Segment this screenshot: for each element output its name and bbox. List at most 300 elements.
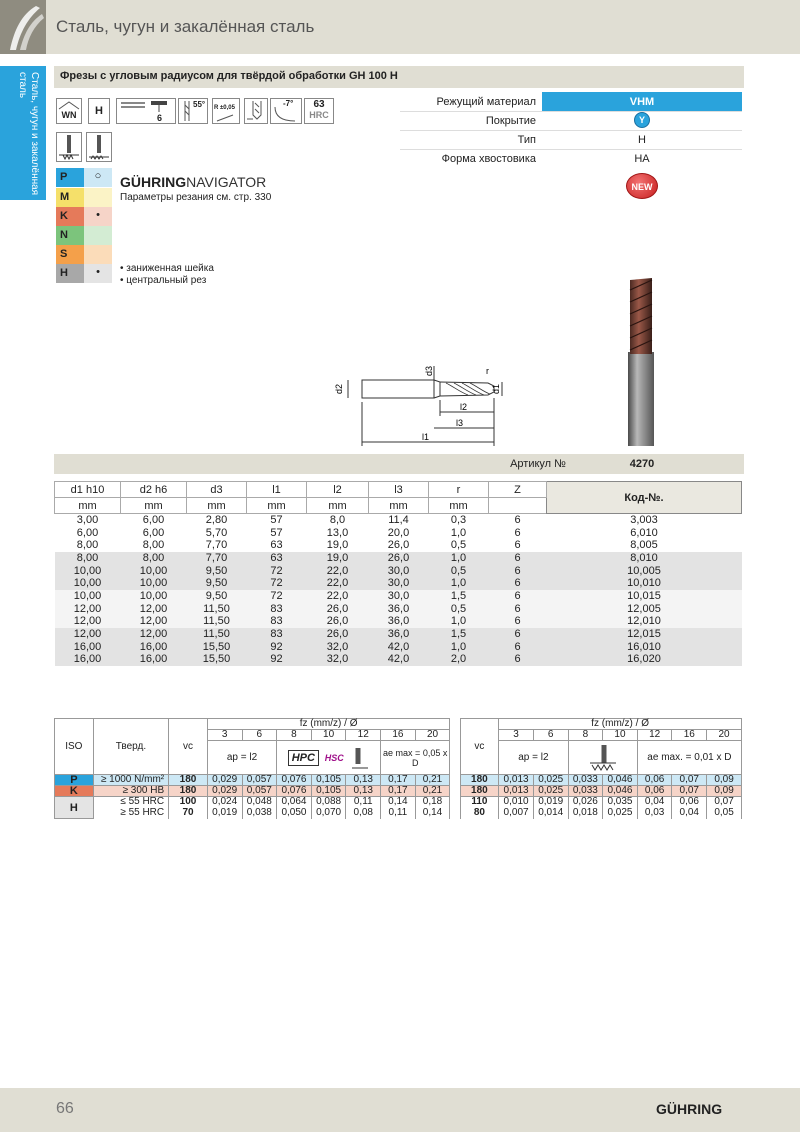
cut-fz-row bbox=[55, 719, 742, 730]
dims-cell: 36,0 bbox=[369, 602, 429, 615]
dims-cell: 16,00 bbox=[121, 640, 187, 653]
dims-cell: 6 bbox=[489, 526, 547, 539]
fz-cell-left: 0,024 bbox=[207, 797, 242, 808]
fz-cell-left: 0,076 bbox=[277, 786, 312, 797]
dims-cell: 15,50 bbox=[187, 640, 247, 653]
hrc-unit: HRC bbox=[309, 110, 329, 120]
right-diameter-cell: 3 bbox=[499, 730, 534, 741]
label-l1: l1 bbox=[422, 432, 430, 442]
left-diameter-cell: 20 bbox=[415, 730, 450, 741]
dims-cell: 6 bbox=[489, 640, 547, 653]
dims-row bbox=[55, 615, 742, 628]
dims-cell: 0,5 bbox=[429, 539, 489, 552]
dims-header: l1 bbox=[247, 482, 307, 498]
dims-cell: 22,0 bbox=[307, 577, 369, 590]
fz-cell-left: 0,088 bbox=[311, 797, 346, 808]
dims-cell: 10,00 bbox=[121, 577, 187, 590]
right-strategy-icon bbox=[568, 741, 637, 775]
dims-cell: 16,00 bbox=[55, 640, 121, 653]
iso-cell: P bbox=[55, 775, 94, 786]
code-header: Код-№. bbox=[547, 482, 742, 514]
dimensions-table bbox=[54, 481, 742, 666]
fz-cell-left: 0,11 bbox=[381, 808, 416, 819]
fz-cell-left: 0,105 bbox=[311, 786, 346, 797]
rake-angle: -7° bbox=[283, 99, 294, 108]
dims-cell: 6 bbox=[489, 602, 547, 615]
vc-cell-right: 110 bbox=[460, 797, 499, 808]
dims-cell: 1,5 bbox=[429, 590, 489, 603]
dims-cell: 2,0 bbox=[429, 653, 489, 666]
dims-header: d2 h6 bbox=[121, 482, 187, 498]
material-row-k bbox=[56, 207, 112, 226]
code-cell: 8,010 bbox=[547, 552, 742, 565]
page-number: 66 bbox=[56, 1100, 74, 1117]
side-milling-icon bbox=[86, 132, 112, 162]
dims-row bbox=[55, 552, 742, 565]
fz-cell-right: 0,03 bbox=[637, 808, 672, 819]
dims-cell: 11,4 bbox=[369, 514, 429, 527]
dims-cell: 36,0 bbox=[369, 628, 429, 641]
dims-cell: 8,00 bbox=[55, 539, 121, 552]
dims-cell: 30,0 bbox=[369, 564, 429, 577]
material-row-n bbox=[56, 226, 112, 245]
vc-cell-right: 180 bbox=[460, 786, 499, 797]
helix-angle: 55° bbox=[193, 100, 206, 109]
vc-cell-right: 80 bbox=[460, 808, 499, 819]
dims-cell: 36,0 bbox=[369, 615, 429, 628]
rake-angle-icon bbox=[270, 98, 302, 124]
dims-cell: 92 bbox=[247, 653, 307, 666]
vc-cell: 180 bbox=[169, 786, 208, 797]
navigator-suffix: NAVIGATOR bbox=[186, 174, 267, 190]
label-r: r bbox=[486, 366, 489, 376]
end-mill-photo bbox=[620, 276, 662, 450]
dims-cell: 0,5 bbox=[429, 564, 489, 577]
code-cell: 6,010 bbox=[547, 526, 742, 539]
fz-cell-left: 0,21 bbox=[415, 786, 450, 797]
cutting-params-note: Параметры резания см. стр. 330 bbox=[120, 192, 272, 203]
iso-cell: K bbox=[55, 786, 94, 797]
dims-cell: 12,00 bbox=[55, 615, 121, 628]
fz-cell-left: 0,11 bbox=[346, 797, 381, 808]
fz-cell-right: 0,06 bbox=[637, 775, 672, 786]
hrc-rating-icon bbox=[304, 98, 334, 124]
dims-cell: 83 bbox=[247, 628, 307, 641]
fz-cell-left: 0,08 bbox=[346, 808, 381, 819]
tool-dimension-drawing bbox=[336, 356, 514, 450]
fz-cell-right: 0,09 bbox=[707, 786, 742, 797]
dims-row bbox=[55, 602, 742, 615]
vc-cell: 70 bbox=[169, 808, 208, 819]
dims-cell: 6,00 bbox=[121, 526, 187, 539]
dims-cell: 92 bbox=[247, 640, 307, 653]
dims-cell: 6 bbox=[489, 564, 547, 577]
page-title: Сталь, чугун и закалённая сталь bbox=[56, 17, 315, 36]
helix-angle-icon bbox=[178, 98, 208, 124]
dims-cell: 5,70 bbox=[187, 526, 247, 539]
dims-cell: 1,0 bbox=[429, 640, 489, 653]
spec-label-shank: Форма хвостовика bbox=[441, 153, 536, 165]
dims-cell: 12,00 bbox=[55, 602, 121, 615]
article-number: 4270 bbox=[629, 458, 655, 470]
left-diameter-cell: 12 bbox=[346, 730, 381, 741]
dims-cell: 10,00 bbox=[121, 590, 187, 603]
slot-milling-icon bbox=[56, 132, 82, 162]
fz-cell-right: 0,033 bbox=[568, 786, 603, 797]
dims-cell: 8,00 bbox=[121, 539, 187, 552]
spec-label-material: Режущий материал bbox=[436, 96, 536, 108]
article-label: Артикул № bbox=[510, 458, 566, 470]
type-h-icon bbox=[88, 98, 110, 124]
dims-cell: 42,0 bbox=[369, 653, 429, 666]
left-ap: ap = l2 bbox=[207, 741, 276, 775]
fz-cell-left: 0,070 bbox=[311, 808, 346, 819]
fz-cell-left: 0,057 bbox=[242, 786, 277, 797]
corner-radius-icon bbox=[212, 98, 240, 124]
fz-cell-right: 0,035 bbox=[603, 797, 638, 808]
dims-row bbox=[55, 577, 742, 590]
material-code: P bbox=[56, 168, 84, 187]
spec-value-shank: HA bbox=[634, 153, 650, 165]
dims-cell: 19,0 bbox=[307, 552, 369, 565]
table-gap bbox=[450, 719, 460, 819]
fz-cell-left: 0,076 bbox=[277, 775, 312, 786]
label-d2: d2 bbox=[334, 383, 344, 394]
fz-cell-right: 0,05 bbox=[707, 808, 742, 819]
hardness-cell: ≥ 55 HRC bbox=[93, 808, 168, 819]
material-code: M bbox=[56, 188, 84, 207]
fz-cell-right: 0,07 bbox=[672, 775, 707, 786]
corner-radius: R ±0,05 bbox=[214, 105, 235, 111]
fz-cell-right: 0,025 bbox=[533, 786, 568, 797]
right-ap: ap = l2 bbox=[499, 741, 568, 775]
dims-cell: 8,00 bbox=[121, 552, 187, 565]
right-diameter-cell: 8 bbox=[568, 730, 603, 741]
dims-cell: 6,00 bbox=[55, 526, 121, 539]
hpc-icon: HPC bbox=[288, 750, 319, 766]
fz-cell-right: 0,018 bbox=[568, 808, 603, 819]
left-ae: ae max = 0,05 x D bbox=[381, 741, 450, 775]
dims-cell: 63 bbox=[247, 539, 307, 552]
dims-cell: 16,00 bbox=[121, 653, 187, 666]
dims-cell: 42,0 bbox=[369, 640, 429, 653]
dims-cell: 12,00 bbox=[121, 602, 187, 615]
fz-cell-right: 0,007 bbox=[499, 808, 534, 819]
fz-cell-left: 0,14 bbox=[381, 797, 416, 808]
material-row-s bbox=[56, 245, 112, 264]
dims-unit: mm bbox=[307, 498, 369, 514]
code-cell: 16,010 bbox=[547, 640, 742, 653]
dims-cell: 32,0 bbox=[307, 640, 369, 653]
dims-cell: 83 bbox=[247, 602, 307, 615]
left-diameter-cell: 3 bbox=[207, 730, 242, 741]
side-category-tab[interactable] bbox=[0, 66, 46, 200]
right-ae: ae max. = 0,01 x D bbox=[637, 741, 741, 775]
code-cell: 12,015 bbox=[547, 628, 742, 641]
left-strategy-icons bbox=[277, 741, 381, 775]
dims-cell: 22,0 bbox=[307, 564, 369, 577]
dims-cell: 57 bbox=[247, 526, 307, 539]
fz-header-left: fz (mm/z) / Ø bbox=[207, 719, 449, 730]
code-cell: 8,005 bbox=[547, 539, 742, 552]
iso-header: ISO bbox=[55, 719, 94, 775]
side-tab-label: Сталь, чугун и закалённая сталь bbox=[17, 72, 40, 196]
dims-cell: 8,00 bbox=[55, 552, 121, 565]
logo-stripes-icon bbox=[0, 0, 46, 54]
dims-header: d1 h10 bbox=[55, 482, 121, 498]
dims-header: r bbox=[429, 482, 489, 498]
hardness-header: Тверд. bbox=[93, 719, 168, 775]
dims-cell: 26,0 bbox=[307, 628, 369, 641]
fz-header-right: fz (mm/z) / Ø bbox=[499, 719, 742, 730]
cut-data-row bbox=[55, 797, 742, 808]
vc-cell: 180 bbox=[169, 775, 208, 786]
material-row-m bbox=[56, 188, 112, 207]
fz-cell-left: 0,057 bbox=[242, 775, 277, 786]
dims-cell: 7,70 bbox=[187, 539, 247, 552]
dims-cell: 7,70 bbox=[187, 552, 247, 565]
spec-label-coating: Покрытие bbox=[485, 115, 536, 127]
fz-cell-right: 0,09 bbox=[707, 775, 742, 786]
hrc-value: 63 bbox=[313, 99, 325, 110]
dims-cell: 11,50 bbox=[187, 602, 247, 615]
dims-cell: 30,0 bbox=[369, 590, 429, 603]
fz-cell-left: 0,064 bbox=[277, 797, 312, 808]
fz-cell-left: 0,050 bbox=[277, 808, 312, 819]
fz-cell-left: 0,13 bbox=[346, 786, 381, 797]
dims-row bbox=[55, 539, 742, 552]
dims-cell: 72 bbox=[247, 564, 307, 577]
dims-cell: 3,00 bbox=[55, 514, 121, 527]
type-h-label: H bbox=[95, 105, 103, 117]
fz-cell-left: 0,019 bbox=[207, 808, 242, 819]
dims-cell: 6 bbox=[489, 653, 547, 666]
dims-cell: 0,3 bbox=[429, 514, 489, 527]
feature-center-cut: • центральный рез bbox=[120, 275, 207, 286]
spec-value-type: H bbox=[638, 134, 646, 146]
dims-header: l3 bbox=[369, 482, 429, 498]
dims-cell: 6 bbox=[489, 552, 547, 565]
section-title: Фрезы с угловым радиусом для твёрдой обработки GH 100 H bbox=[60, 70, 398, 82]
dims-cell: 2,80 bbox=[187, 514, 247, 527]
side-cut-icon bbox=[350, 746, 370, 770]
footer-brand-logo: GÜHRING bbox=[656, 1101, 723, 1117]
fz-cell-right: 0,06 bbox=[672, 797, 707, 808]
spec-value-material: VHM bbox=[629, 96, 655, 108]
dims-cell: 19,0 bbox=[307, 539, 369, 552]
navigator-brand: GÜHRING bbox=[120, 174, 187, 190]
fz-cell-left: 0,13 bbox=[346, 775, 381, 786]
flute-count: 6 bbox=[157, 113, 163, 123]
dims-row bbox=[55, 640, 742, 653]
hardness-cell: ≥ 1000 N/mm² bbox=[93, 775, 168, 786]
material-suitability bbox=[84, 245, 112, 264]
dims-unit: mm bbox=[429, 498, 489, 514]
dims-cell: 1,0 bbox=[429, 526, 489, 539]
right-diameter-cell: 6 bbox=[533, 730, 568, 741]
dims-header-row bbox=[55, 482, 742, 498]
fz-cell-left: 0,14 bbox=[415, 808, 450, 819]
dims-cell: 11,50 bbox=[187, 615, 247, 628]
left-diameter-cell: 6 bbox=[242, 730, 277, 741]
fz-cell-left: 0,18 bbox=[415, 797, 450, 808]
spec-divider bbox=[400, 111, 742, 112]
dims-cell: 63 bbox=[247, 552, 307, 565]
dims-cell: 26,0 bbox=[307, 615, 369, 628]
material-code: N bbox=[56, 226, 84, 245]
fz-cell-left: 0,17 bbox=[381, 786, 416, 797]
dims-cell: 6,00 bbox=[121, 514, 187, 527]
dims-cell: 12,00 bbox=[55, 628, 121, 641]
cutting-data-table bbox=[54, 718, 742, 819]
dims-cell: 20,0 bbox=[369, 526, 429, 539]
material-suitability: • bbox=[84, 207, 112, 226]
vc-header: vc bbox=[169, 719, 208, 775]
right-diameter-cell: 10 bbox=[603, 730, 638, 741]
vc-cell: 100 bbox=[169, 797, 208, 808]
center-cut-icon bbox=[244, 98, 268, 124]
dims-row bbox=[55, 590, 742, 603]
dims-cell: 26,0 bbox=[369, 539, 429, 552]
navigator-logo bbox=[120, 174, 266, 190]
dims-cell: 1,0 bbox=[429, 552, 489, 565]
code-cell: 12,005 bbox=[547, 602, 742, 615]
label-l2: l2 bbox=[460, 402, 468, 412]
dims-cell: 30,0 bbox=[369, 577, 429, 590]
dims-cell: 13,0 bbox=[307, 526, 369, 539]
fz-cell-left: 0,21 bbox=[415, 775, 450, 786]
cut-data-row bbox=[55, 808, 742, 819]
dims-cell: 83 bbox=[247, 615, 307, 628]
fz-cell-right: 0,013 bbox=[499, 786, 534, 797]
dims-cell: 72 bbox=[247, 590, 307, 603]
fz-cell-right: 0,010 bbox=[499, 797, 534, 808]
fz-cell-right: 0,07 bbox=[707, 797, 742, 808]
material-suitability bbox=[84, 226, 112, 245]
material-row-h bbox=[56, 264, 112, 283]
dims-cell: 9,50 bbox=[187, 564, 247, 577]
dims-unit: mm bbox=[121, 498, 187, 514]
slot-cut-icon bbox=[588, 743, 618, 773]
dims-header: d3 bbox=[187, 482, 247, 498]
left-diameter-cell: 10 bbox=[311, 730, 346, 741]
dims-cell: 26,0 bbox=[307, 602, 369, 615]
dims-header: Z bbox=[489, 482, 547, 498]
dims-cell: 16,00 bbox=[55, 653, 121, 666]
hardness-cell: ≤ 55 HRC bbox=[93, 797, 168, 808]
material-suitability: • bbox=[84, 264, 112, 283]
dims-cell: 6 bbox=[489, 514, 547, 527]
dims-cell: 10,00 bbox=[55, 590, 121, 603]
code-cell: 12,010 bbox=[547, 615, 742, 628]
hsc-icon: HSC bbox=[324, 752, 344, 763]
coating-y-icon: Y bbox=[634, 112, 650, 128]
fz-cell-right: 0,04 bbox=[637, 797, 672, 808]
code-cell: 10,015 bbox=[547, 590, 742, 603]
fz-cell-right: 0,046 bbox=[603, 775, 638, 786]
dims-cell: 6 bbox=[489, 539, 547, 552]
fz-cell-left: 0,048 bbox=[242, 797, 277, 808]
label-d1: d1 bbox=[491, 383, 501, 394]
fz-cell-left: 0,029 bbox=[207, 775, 242, 786]
wn-standard-icon bbox=[56, 98, 82, 124]
dims-unit: mm bbox=[369, 498, 429, 514]
dims-cell: 6 bbox=[489, 628, 547, 641]
cut-data-row bbox=[55, 775, 742, 786]
material-row-p bbox=[56, 168, 112, 187]
dims-unit: mm bbox=[55, 498, 121, 514]
left-diameter-cell: 16 bbox=[381, 730, 416, 741]
dims-cell: 1,5 bbox=[429, 628, 489, 641]
dims-cell: 10,00 bbox=[121, 564, 187, 577]
left-diameter-cell: 8 bbox=[277, 730, 312, 741]
label-l3: l3 bbox=[456, 418, 464, 428]
dims-cell: 10,00 bbox=[55, 577, 121, 590]
dims-unit bbox=[489, 498, 547, 514]
dims-cell: 32,0 bbox=[307, 653, 369, 666]
material-suitability bbox=[84, 188, 112, 207]
dims-cell: 6 bbox=[489, 590, 547, 603]
fz-cell-right: 0,013 bbox=[499, 775, 534, 786]
fz-cell-right: 0,07 bbox=[672, 786, 707, 797]
feature-reduced-neck: • заниженная шейка bbox=[120, 263, 214, 274]
fz-cell-right: 0,046 bbox=[603, 786, 638, 797]
code-cell: 16,020 bbox=[547, 653, 742, 666]
label-d3: d3 bbox=[424, 365, 434, 376]
dims-cell: 26,0 bbox=[369, 552, 429, 565]
dims-cell: 11,50 bbox=[187, 628, 247, 641]
material-suitability: ○ bbox=[84, 168, 112, 187]
fz-cell-right: 0,033 bbox=[568, 775, 603, 786]
dims-row bbox=[55, 514, 742, 527]
dims-cell: 72 bbox=[247, 577, 307, 590]
dims-cell: 22,0 bbox=[307, 590, 369, 603]
right-diameter-cell: 20 bbox=[707, 730, 742, 741]
dims-row bbox=[55, 628, 742, 641]
fz-cell-left: 0,038 bbox=[242, 808, 277, 819]
fz-cell-right: 0,04 bbox=[672, 808, 707, 819]
dims-cell: 15,50 bbox=[187, 653, 247, 666]
spec-divider bbox=[400, 149, 742, 150]
dims-cell: 1,0 bbox=[429, 577, 489, 590]
fz-cell-right: 0,026 bbox=[568, 797, 603, 808]
fz-cell-right: 0,014 bbox=[533, 808, 568, 819]
code-cell: 10,010 bbox=[547, 577, 742, 590]
fz-cell-right: 0,019 bbox=[533, 797, 568, 808]
dims-cell: 6 bbox=[489, 615, 547, 628]
dims-cell: 57 bbox=[247, 514, 307, 527]
right-diameter-cell: 16 bbox=[672, 730, 707, 741]
fz-cell-right: 0,025 bbox=[533, 775, 568, 786]
fz-cell-right: 0,06 bbox=[637, 786, 672, 797]
code-cell: 10,005 bbox=[547, 564, 742, 577]
iso-cell: H bbox=[55, 797, 94, 819]
dims-cell: 0,5 bbox=[429, 602, 489, 615]
dims-cell: 12,00 bbox=[121, 628, 187, 641]
dims-row bbox=[55, 564, 742, 577]
hardness-cell: ≥ 300 HB bbox=[93, 786, 168, 797]
dims-cell: 8,0 bbox=[307, 514, 369, 527]
dims-unit: mm bbox=[247, 498, 307, 514]
material-code: H bbox=[56, 264, 84, 283]
vc-cell-right: 180 bbox=[460, 775, 499, 786]
material-code: S bbox=[56, 245, 84, 264]
dims-unit: mm bbox=[187, 498, 247, 514]
spec-label-type: Тип bbox=[517, 134, 536, 146]
wn-label: WN bbox=[61, 110, 77, 120]
dims-header: l2 bbox=[307, 482, 369, 498]
dims-row bbox=[55, 653, 742, 666]
